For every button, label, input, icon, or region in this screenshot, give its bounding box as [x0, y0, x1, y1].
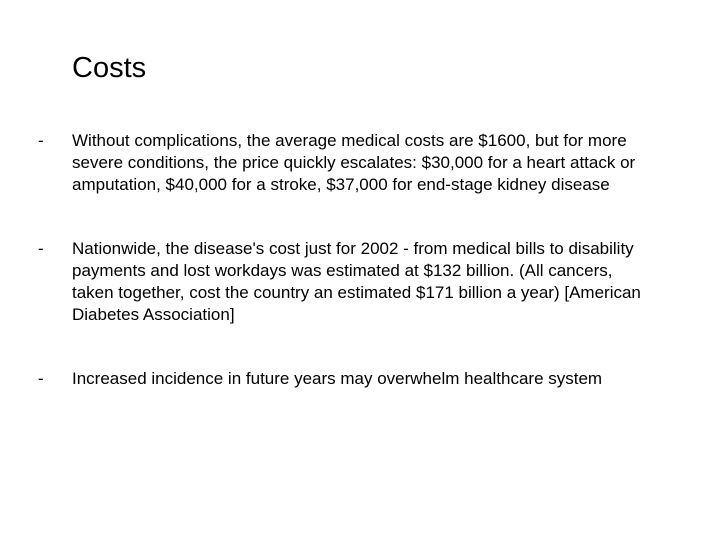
bullet-line: amputation, $40,000 for a stroke, $37,000 for end-stage kidney disease [72, 175, 610, 194]
bullet-marker: - [38, 131, 44, 150]
bullet-text [72, 368, 682, 390]
bullet-line: Increased incidence in future years may overwhelm healthcare system [72, 369, 603, 388]
bullet-line: taken together, cost the country an estimated $171 billion a year) [American [72, 283, 641, 302]
bullet-text [72, 130, 682, 196]
bullet-text [72, 238, 682, 326]
slide-title: Costs [72, 52, 147, 84]
bullet-line: Diabetes Association] [72, 305, 235, 324]
bullet-line: payments and lost workdays was estimated at $132 billion. (All cancers, [72, 261, 613, 280]
bullet-marker: - [38, 369, 44, 388]
bullet-line: Without complications, the average medical costs are $1600, but for more [72, 131, 627, 150]
bullet-line: severe conditions, the price quickly escalates: $30,000 for a heart attack or [72, 153, 636, 172]
bullet-marker: - [38, 239, 44, 258]
bullet-line: Nationwide, the disease's cost just for 2002 - from medical bills to disability [72, 239, 634, 258]
